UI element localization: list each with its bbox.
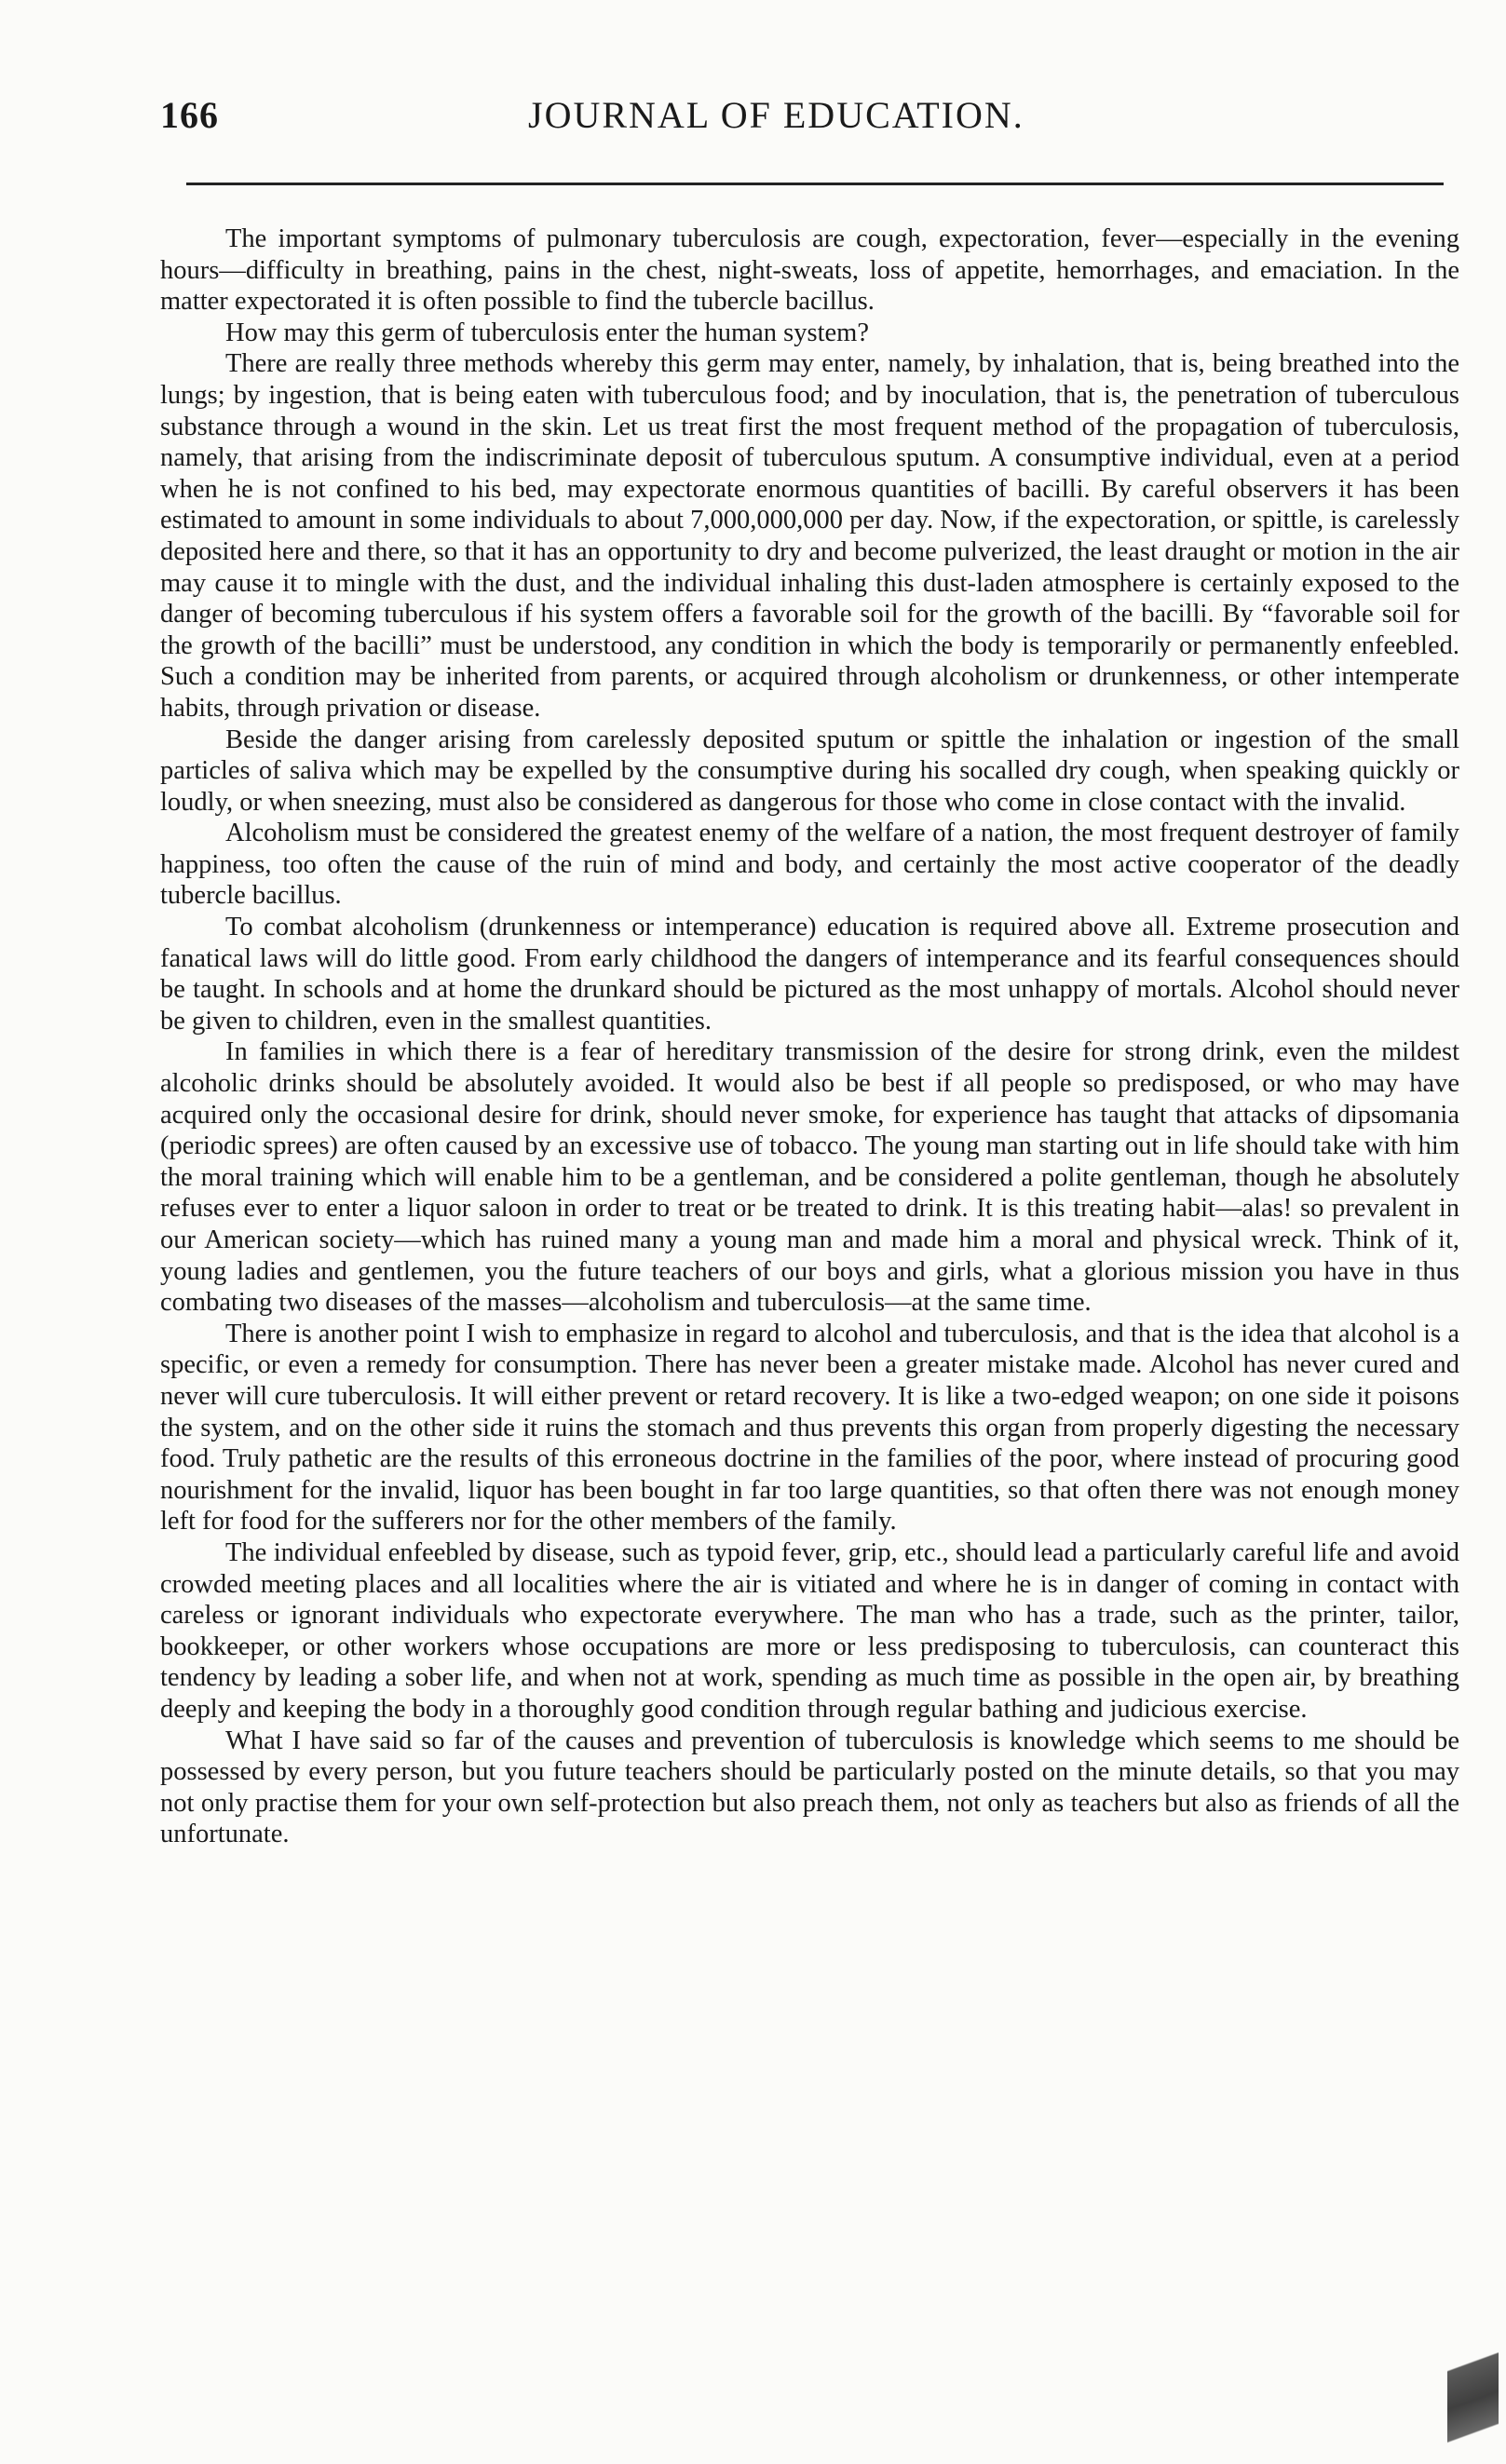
paragraph-conclusion: What I have said so far of the causes and prevention of tuberculosis is knowledge which seems to me should be possessed by every person, but you future teachers should be particularly posted on the minute details, so that you may not only practise them for your own self-protection but also preach them, not only as teachers but also as friends of all the unfortunate. <box>160 1726 1459 1849</box>
article-body <box>160 223 1459 1850</box>
paragraph-saliva: Beside the danger arising from carelessly deposited sputum or spittle the inhalation or ingestion of the small particles of saliva which may be expelled by the consumptive during his socalled dry cough, when speaking quickly or loudly, or when sneezing, must also be considered as dangerous for those who come in close contact with the invalid. <box>160 724 1459 817</box>
paragraph-education: To combat alcoholism (drunkenness or intemperance) education is required above all. Extreme prosecution and fanatical laws will do little good. From early childhood the dangers of intemperance and its fearful consequences should be taught. In schools and at home the drunkard should be pictured as the most unhappy of mortals. Alcohol should never be given to children, even in the smallest quantities. <box>160 913 1459 1036</box>
paragraph-symptoms: The important symptoms of pulmonary tuberculosis are cough, expectoration, fever—especially in the evening hours—difficulty in breathing, pains in the chest, night-sweats, loss of appetite, hemorrhages, and emaciation. In the matter expectorated it is often possible to find the tubercle bacillus. <box>160 224 1459 317</box>
page-number: 166 <box>160 94 219 136</box>
header-rule <box>186 183 1444 185</box>
running-head <box>160 93 1445 149</box>
paragraph-families: In families in which there is a fear of hereditary transmission of the desire for strong drink, even the mildest alcoholic drinks should be absolutely avoided. It would also be best if all people so predisposed, or who may have acquired only the occasional desire for drink, should never smoke, for experience has taught that attacks of dipsomania (periodic sprees) are often caused by an excessive use of tobacco. The young man starting out in life should take with him the moral training which will enable him to be a gentleman, and be considered a polite gentleman, though he absolutely refuses ever to enter a liquor saloon in order to treat or be treated to drink. It is this treating habit—alas! so prevalent in our American society—which has ruined many a young man and made him a moral and physical wreck. Think of it, young ladies and gentlemen, you the future teachers of our boys and girls, what a glorious mission you have in thus combating two diseases of the masses—alcoholism and tuberculosis—at the same time. <box>160 1037 1459 1318</box>
scan-edge-mark <box>1447 2315 1499 2455</box>
paragraph-alcohol-remedy: There is another point I wish to emphasize in regard to alcohol and tuberculosis, and that is the idea that alcohol is a specific, or even a remedy for consumption. There has never been a greater mistake made. Alcohol has never cured and never will cure tuberculosis. It will either prevent or retard recovery. It is like a two-edged weapon; on one side it poisons the system, and on the other side it ruins the stomach and thus prevents this organ from properly digesting the necessary food. Truly pathetic are the results of this erroneous doctrine in the families of the poor, where instead of procuring good nourishment for the invalid, liquor has been bought in far too large quantities, so that often there was not enough money left for food for the sufferers nor for the other members of the family. <box>160 1319 1459 1537</box>
paragraph-enfeebled: The individual enfeebled by disease, such as typoid fever, grip, etc., should lead a particularly careful life and avoid crowded meeting places and all localities where the air is vitiated and where he is in danger of coming in contact with careless or ignorant individuals who expectorate everywhere. The man who has a trade, such as the printer, tailor, bookkeeper, or other workers whose occupations are more or less predisposing to tuberculosis, can counteract this tendency by leading a sober life, and when not at work, spending as much time as possible in the open air, by breathing deeply and keeping the body in a thoroughly good condition through regular bathing and judicious exercise. <box>160 1537 1459 1724</box>
journal-title: JOURNAL OF EDUCATION. <box>528 94 1024 136</box>
paragraph-methods: There are really three methods whereby this germ may enter, namely, by inhalation, that is, being breathed into the lungs; by ingestion, that is being eaten with tuberculous food; and by inoculation, that is, the penetration of tuberculous substance through a wound in the skin. Let us treat first the most frequent method of the propagation of tuberculosis, namely, that arising from the indiscriminate deposit of tuberculous sputum. A consumptive individual, even at a period when he is not confined to his bed, may expectorate enormous quantities of bacilli. By careful observers it has been estimated to amount in some individuals to about 7,000,000,000 per day. Now, if the expectoration, or spittle, is carelessly deposited here and there, so that it has an opportunity to dry and become pulverized, the least draught or motion in the air may cause it to mingle with the dust, and the individual inhaling this dust-laden atmosphere is certainly exposed to the danger of becoming tuberculous if his system offers a favorable soil for the growth of the bacilli. By “favorable soil for the growth of the bacilli” must be understood, any condition in which the body is temporarily or permanently enfeebled. Such a condition may be inherited from parents, or acquired through alcoholism or drunkenness, or other intemperate habits, through privation or disease. <box>160 349 1459 723</box>
paragraph-question: How may this germ of tuberculosis enter the human system? <box>225 318 869 347</box>
paragraph-alcoholism: Alcoholism must be considered the greatest enemy of the welfare of a nation, the most frequent destroyer of family happiness, too often the cause of the ruin of mind and body, and certainly the most active cooperator of the deadly tubercle bacillus. <box>160 819 1459 911</box>
